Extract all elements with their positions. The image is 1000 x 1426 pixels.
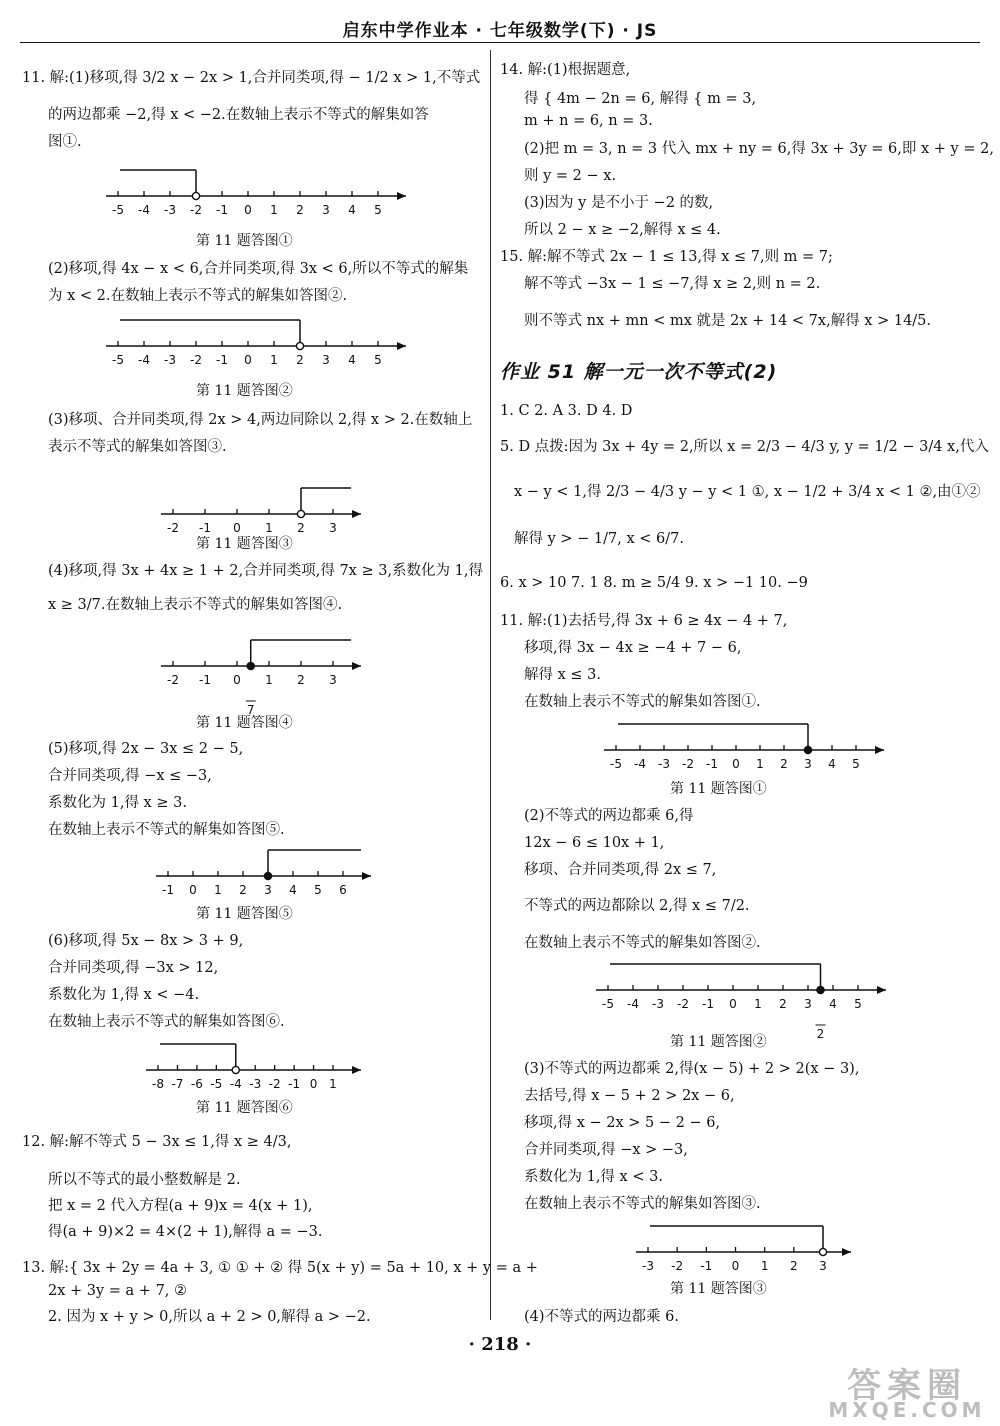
tick-label: -2 bbox=[682, 757, 694, 771]
number-line-9 bbox=[630, 1218, 855, 1273]
text-line: 移项、合并同类项,得 2x ≤ 7, bbox=[524, 862, 717, 878]
tick-label: 1 bbox=[270, 353, 278, 367]
text-line: (2)移项,得 4x − x < 6,合并同类项,得 3x < 6,所以不等式的解集 bbox=[48, 261, 469, 277]
text-line: 12x − 6 ≤ 10x + 1, bbox=[524, 835, 665, 851]
text-line: (4)不等式的两边都乘 6. bbox=[524, 1309, 679, 1325]
open-point bbox=[232, 1066, 239, 1073]
text-line: 的两边都乘 −2,得 x < −2.在数轴上表示不等式的解集如答 bbox=[48, 107, 429, 123]
tick-label: 5 bbox=[854, 997, 862, 1011]
tick-label: 2 bbox=[239, 883, 247, 897]
tick-label: 1 bbox=[265, 673, 273, 687]
tick-label: 3 bbox=[804, 757, 812, 771]
tick-label: 3 bbox=[819, 1259, 827, 1273]
tick-label: 5 bbox=[852, 757, 860, 771]
tick-label: 1 bbox=[265, 521, 273, 535]
arrow-icon bbox=[397, 342, 406, 350]
tick-label: -8 bbox=[152, 1077, 164, 1091]
tick-label: 2 bbox=[296, 353, 304, 367]
text-line: 11. 解:(1)移项,得 3/2 x − 2x > 1,合并同类项,得 − 1/2 x > 1,不等式 bbox=[22, 70, 481, 86]
text-line: m + n = 6, n = 3. bbox=[524, 113, 653, 129]
text-line: 在数轴上表示不等式的解集如答图②. bbox=[524, 935, 761, 951]
tick-label: -2 bbox=[268, 1077, 281, 1091]
tick-label: -1 bbox=[216, 353, 228, 367]
text-line: (4)移项,得 3x + 4x ≥ 1 + 2,合并同类项,得 7x ≥ 3,系数化为 1,得 bbox=[48, 563, 483, 579]
text-line: 在数轴上表示不等式的解集如答图①. bbox=[524, 694, 761, 710]
text-line: 系数化为 1,得 x < 3. bbox=[524, 1169, 663, 1185]
text-line: 在数轴上表示不等式的解集如答图⑥. bbox=[48, 1014, 285, 1030]
tick-label: -4 bbox=[138, 353, 150, 367]
text-line: 6. x > 10 7. 1 8. m ≥ 5/4 9. x > −1 10. −9 bbox=[500, 575, 808, 591]
tick-label: -1 bbox=[702, 997, 714, 1011]
text-line: 所以不等式的最小整数解是 2. bbox=[48, 1172, 241, 1188]
tick-label: 4 bbox=[289, 883, 297, 897]
text-line: 2. 因为 x + y > 0,所以 a + 2 > 0,解得 a > −2. bbox=[48, 1309, 371, 1325]
text-line: x − y < 1,得 2/3 − 4/3 y − y < 1 ①, x − 1/2 + 3/4 x < 1 ②,由①② bbox=[514, 484, 981, 500]
tick-label: -3 bbox=[652, 997, 664, 1011]
arrow-icon bbox=[877, 986, 886, 994]
text-line: 去括号,得 x − 5 + 2 > 2x − 6, bbox=[524, 1088, 735, 1104]
text-line: (2)不等式的两边都乘 6,得 bbox=[524, 808, 694, 824]
tick-label: 2 bbox=[780, 757, 788, 771]
number-line-4 bbox=[155, 632, 365, 717]
arrow-icon bbox=[352, 1066, 361, 1074]
tick-label: 5 bbox=[374, 203, 382, 217]
text-line: 解得 y > − 1/7, x < 6/7. bbox=[514, 531, 684, 547]
text-line: 系数化为 1,得 x ≥ 3. bbox=[48, 795, 187, 811]
fraction-denominator: 7 bbox=[246, 703, 255, 717]
arrow-icon bbox=[842, 1248, 851, 1256]
tick-label: 1 bbox=[760, 1259, 769, 1273]
tick-label: -4 bbox=[229, 1077, 242, 1091]
tick-label: 0 bbox=[729, 997, 737, 1011]
fraction-denominator: 2 bbox=[816, 1027, 825, 1041]
number-line-3 bbox=[155, 480, 365, 540]
tick-label: 4 bbox=[348, 203, 356, 217]
text-line: 则不等式 nx + mn < mx 就是 2x + 14 < 7x,解得 x > 14/5. bbox=[524, 313, 932, 329]
tick-label: 0 bbox=[732, 757, 740, 771]
text-line: 图①. bbox=[48, 134, 82, 150]
figure-caption: 第 11 题答图① bbox=[670, 781, 767, 797]
text-line: 14. 解:(1)根据题意, bbox=[500, 62, 631, 78]
text-line: 合并同类项,得 −x > −3, bbox=[524, 1142, 688, 1158]
tick-label: 3 bbox=[804, 997, 812, 1011]
tick-label: 2 bbox=[296, 203, 304, 217]
number-line-6 bbox=[140, 1036, 365, 1091]
text-line: 解不等式 −3x − 1 ≤ −7,得 x ≥ 2,则 n = 2. bbox=[524, 276, 821, 292]
tick-label: 1 bbox=[329, 1077, 337, 1091]
text-line: 则 y = 2 − x. bbox=[524, 168, 617, 184]
text-line: x ≥ 3/7.在数轴上表示不等式的解集如答图④. bbox=[48, 597, 343, 613]
tick-label: 3 bbox=[329, 521, 337, 535]
arrow-icon bbox=[397, 192, 406, 200]
tick-label: 0 bbox=[731, 1259, 740, 1273]
open-point bbox=[192, 192, 199, 199]
number-line-8 bbox=[590, 956, 890, 1041]
arrow-icon bbox=[362, 872, 371, 880]
text-line: 得(a + 9)×2 = 4×(2 + 1),解得 a = −3. bbox=[48, 1224, 323, 1240]
tick-label: 1 bbox=[756, 757, 764, 771]
tick-label: 3 bbox=[322, 203, 330, 217]
text-line: (6)移项,得 5x − 8x > 3 + 9, bbox=[48, 933, 244, 949]
tick-label: -3 bbox=[249, 1077, 262, 1091]
text-line: 得 { 4m − 2n = 6, 解得 { m = 3, bbox=[524, 91, 757, 107]
arrow-icon bbox=[352, 662, 361, 670]
tick-label: -3 bbox=[164, 353, 176, 367]
text-line: 2x + 3y = a + 7, ② bbox=[48, 1283, 188, 1299]
text-line: 合并同类项,得 −3x > 12, bbox=[48, 960, 219, 976]
tick-label: -5 bbox=[210, 1077, 223, 1091]
open-point bbox=[297, 510, 304, 517]
number-line-2 bbox=[100, 312, 410, 372]
tick-label: -4 bbox=[627, 997, 639, 1011]
open-point bbox=[819, 1248, 826, 1255]
tick-label: 4 bbox=[348, 353, 356, 367]
watermark-url: MXQE.COM bbox=[828, 1398, 986, 1422]
figure-caption: 第 11 题答图① bbox=[196, 233, 293, 249]
tick-label: 0 bbox=[309, 1077, 318, 1091]
figure-caption: 第 11 题答图⑤ bbox=[196, 906, 293, 922]
text-line: (3)移项、合并同类项,得 2x > 4,两边同除以 2,得 x > 2.在数轴上 bbox=[48, 412, 473, 428]
figure-caption: 第 11 题答图④ bbox=[196, 715, 293, 731]
tick-label: 5 bbox=[314, 883, 322, 897]
tick-label: 1 bbox=[214, 883, 222, 897]
number-line-5 bbox=[150, 842, 375, 897]
text-line: 11. 解:(1)去括号,得 3x + 6 ≥ 4x − 4 + 7, bbox=[500, 613, 788, 629]
tick-label: 2 bbox=[297, 673, 305, 687]
tick-label: -2 bbox=[677, 997, 689, 1011]
tick-label: 3 bbox=[329, 673, 337, 687]
tick-label: -1 bbox=[162, 883, 174, 897]
tick-label: 0 bbox=[189, 883, 197, 897]
tick-label: -1 bbox=[199, 521, 211, 535]
column-divider bbox=[490, 50, 491, 1320]
closed-point bbox=[264, 872, 271, 879]
tick-label: -6 bbox=[190, 1077, 203, 1091]
tick-label: 1 bbox=[754, 997, 762, 1011]
tick-label: -7 bbox=[171, 1077, 184, 1091]
watermark-text: 答案圈 bbox=[847, 1366, 967, 1406]
tick-label: -1 bbox=[216, 203, 228, 217]
tick-label: 0 bbox=[233, 673, 241, 687]
tick-label: 5 bbox=[374, 353, 382, 367]
page-number: · 218 · bbox=[468, 1334, 532, 1355]
tick-label: -2 bbox=[167, 673, 179, 687]
section-title: 作业 51 解一元一次不等式(2) bbox=[500, 361, 778, 383]
closed-point bbox=[817, 986, 824, 993]
closed-point bbox=[804, 746, 811, 753]
figure-caption: 第 11 题答图③ bbox=[670, 1281, 767, 1297]
tick-label: 2 bbox=[297, 521, 305, 535]
tick-label: 1 bbox=[270, 203, 278, 217]
tick-label: -2 bbox=[671, 1259, 684, 1273]
tick-label: -4 bbox=[138, 203, 150, 217]
tick-label: 4 bbox=[829, 997, 837, 1011]
tick-label: -2 bbox=[167, 521, 179, 535]
tick-label: -5 bbox=[610, 757, 622, 771]
text-line: (5)移项,得 2x − 3x ≤ 2 − 5, bbox=[48, 741, 244, 757]
tick-label: -2 bbox=[190, 353, 202, 367]
tick-label: -3 bbox=[164, 203, 176, 217]
watermark-logo bbox=[822, 1358, 992, 1422]
arrow-icon bbox=[352, 510, 361, 518]
tick-label: 0 bbox=[244, 353, 252, 367]
number-line-7 bbox=[598, 716, 888, 771]
number-line-1 bbox=[100, 162, 410, 222]
text-line: 在数轴上表示不等式的解集如答图⑤. bbox=[48, 822, 285, 838]
text-line: 解得 x ≤ 3. bbox=[524, 667, 601, 683]
tick-label: 2 bbox=[790, 1259, 798, 1273]
tick-label: -5 bbox=[112, 353, 124, 367]
text-line: 12. 解:解不等式 5 − 3x ≤ 1,得 x ≥ 4/3, bbox=[22, 1134, 292, 1150]
figure-caption: 第 11 题答图③ bbox=[196, 536, 293, 552]
tick-label: 0 bbox=[233, 521, 241, 535]
text-line: 1. C 2. A 3. D 4. D bbox=[500, 403, 633, 419]
tick-label: -3 bbox=[658, 757, 670, 771]
page-header bbox=[0, 0, 1000, 44]
tick-label: -1 bbox=[288, 1077, 301, 1091]
tick-label: -1 bbox=[700, 1259, 713, 1273]
tick-label: -2 bbox=[190, 203, 202, 217]
text-line: 15. 解:解不等式 2x − 1 ≤ 13,得 x ≤ 7,则 m = 7; bbox=[500, 249, 833, 265]
text-line: 把 x = 2 代入方程(a + 9)x = 4(x + 1), bbox=[48, 1198, 313, 1214]
header-rule bbox=[20, 42, 980, 43]
figure-caption: 第 11 题答图② bbox=[670, 1034, 767, 1050]
tick-label: -1 bbox=[199, 673, 211, 687]
text-line: 所以 2 − x ≥ −2,解得 x ≤ 4. bbox=[524, 222, 721, 238]
open-point bbox=[296, 342, 303, 349]
tick-label: -5 bbox=[112, 203, 124, 217]
tick-label: -1 bbox=[706, 757, 718, 771]
tick-label: 6 bbox=[339, 883, 347, 897]
arrow-icon bbox=[875, 746, 884, 754]
tick-label: 0 bbox=[244, 203, 252, 217]
tick-label: -4 bbox=[634, 757, 646, 771]
tick-label: 2 bbox=[779, 997, 787, 1011]
text-line: (3)不等式的两边都乘 2,得(x − 5) + 2 > 2(x − 3), bbox=[524, 1061, 860, 1077]
text-line: 合并同类项,得 −x ≤ −3, bbox=[48, 768, 212, 784]
tick-label: 3 bbox=[322, 353, 330, 367]
text-line: 表示不等式的解集如答图③. bbox=[48, 439, 227, 455]
text-line: 移项,得 x − 2x > 5 − 2 − 6, bbox=[524, 1115, 721, 1131]
tick-label: -5 bbox=[602, 997, 614, 1011]
text-line: 系数化为 1,得 x < −4. bbox=[48, 987, 200, 1003]
figure-caption: 第 11 题答图⑥ bbox=[196, 1100, 293, 1116]
text-line: 13. 解:{ 3x + 2y = 4a + 3, ① ① + ② 得 5(x + y) = 5a + 10, x + y = a + bbox=[22, 1260, 538, 1276]
figure-caption: 第 11 题答图② bbox=[196, 383, 293, 399]
text-line: 5. D 点拨:因为 3x + 4y = 2,所以 x = 2/3 − 4/3 y, y = 1/2 − 3/4 x,代入 bbox=[500, 439, 989, 455]
tick-label: -3 bbox=[642, 1259, 654, 1273]
text-line: 在数轴上表示不等式的解集如答图③. bbox=[524, 1196, 761, 1212]
closed-point bbox=[247, 662, 254, 669]
tick-label: 4 bbox=[828, 757, 836, 771]
text-line: 移项,得 3x − 4x ≥ −4 + 7 − 6, bbox=[524, 640, 742, 656]
tick-label: 3 bbox=[264, 883, 272, 897]
text-line: (2)把 m = 3, n = 3 代入 mx + ny = 6,得 3x + 3y = 6,即 x + y = 2, bbox=[524, 141, 994, 157]
text-line: (3)因为 y 是不小于 −2 的数, bbox=[524, 195, 714, 211]
text-line: 不等式的两边都除以 2,得 x ≤ 7/2. bbox=[524, 898, 750, 914]
header-title: 启东中学作业本 · 七年级数学(下) · JS bbox=[342, 21, 658, 41]
text-line: 为 x < 2.在数轴上表示不等式的解集如答图②. bbox=[48, 288, 348, 304]
